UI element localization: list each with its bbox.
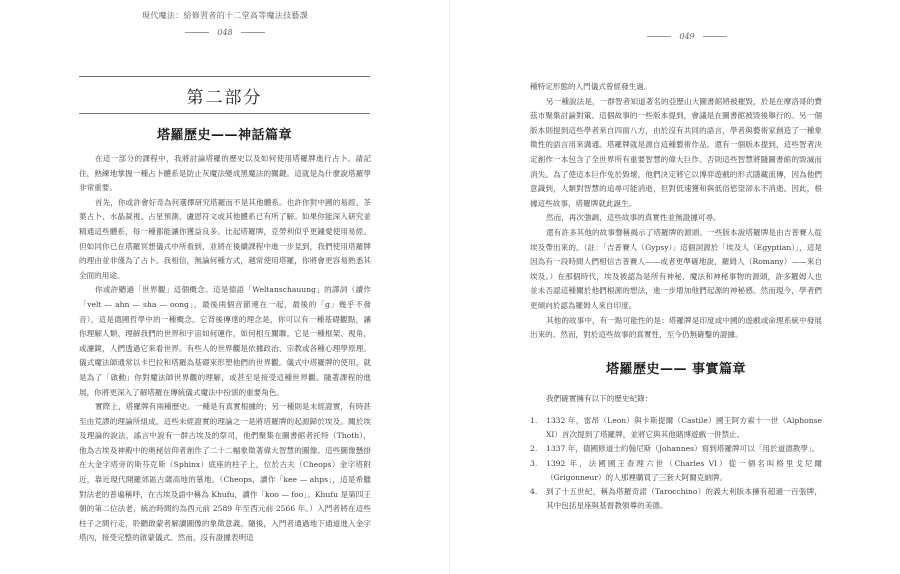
section-title-myth: 塔羅歷史——神話篇章 <box>156 128 292 143</box>
body-text-left <box>79 152 371 546</box>
part-heading <box>79 76 370 114</box>
paragraph: 在這一部分的課程中，我將討論塔羅的歷史以及如何使用塔羅牌進行占卜。請記住，熟練地掌握一種占卜體系是防止灰魔法變成黑魔法的關鍵。這就是為什麼說塔羅學非常重要。 <box>79 154 371 193</box>
page-number: 048 <box>217 28 233 37</box>
page-number: 049 <box>679 32 695 41</box>
timeline-item <box>530 485 822 513</box>
timeline-item <box>530 457 822 485</box>
folio-rule <box>185 32 209 33</box>
item-text: 1337 年，德國修道士約翰尼斯（Johannes）寫到塔羅牌可以「用於道德教學」。 <box>546 444 820 454</box>
section-title-facts: 塔羅歷史—— 事實篇章 <box>605 362 747 377</box>
part-title: 第二部分 <box>186 88 263 108</box>
folio-rule <box>703 36 727 37</box>
history-intro: 我們確實擁有以下的歷史紀錄： <box>546 394 653 403</box>
timeline-item <box>530 414 822 442</box>
right-page <box>450 0 900 574</box>
paragraph: 你或許聽過「世界觀」這個概念。這是德語「Weltanschauung」的譯詞（讀作「velt — ahn — sha — oong」，最後兩個音節連在一起，最後的「g」幾乎不發音），這是德國哲學中的一種概念。它背後傳達的理念是，你可以有一種基礎觀點，讓你理解人類、理解我們的世界和宇宙如何運作，如何相互關聯。它是一種框架、視角，或濾鏡，人們透過它來看世界。有些人的世界觀是依據政治、宗教或各種心理學原理。儀式魔法師通常以卡巴拉和塔羅為基礎來形塑他們的世界觀。儀式中塔羅牌的使用，就是為了「啟動」你對魔法師世界觀的理解，或甚至是接受這種世界觀。隨著課程的進展，你將更深入了解塔羅在傳統儀式魔法中扮演的重要角色。 <box>79 285 371 397</box>
paragraph: 首先，你或許會好奇為何選擇研究塔羅而不是其他體系。也許你對中國的易經、茶葉占卜、水晶凝視、占星預測、盧恩符文或其他體系已有所了解。如果你能深入研究並精通這些體系，每一種都能讓你獲益良多。比起塔羅牌，克勞利似乎更鍾愛使用易經。但如同你已在塔羅冥想儀式中所看到，並將在後續課程中進一步見到，我們使用塔羅牌的理由並非僅為了占卜。我相信，無論何種方式，越常使用塔羅，你將會更容易熟悉其全面的用途。 <box>79 197 371 280</box>
item-text: 1392 年，法國國王查理六世（Charles VI）從一個名叫格里戈尼爾（Grigonneur）的人那裡購買了三套大阿爾克納牌。 <box>546 458 822 482</box>
item-number: 3. <box>530 458 538 468</box>
running-head: 現代魔法：給修習者的十二堂高等魔法技藝課 <box>142 11 308 20</box>
paragraph: 還有許多其他的故事聲稱揭示了塔羅牌的源頭。一些版本說塔羅牌是由吉普賽人從埃及帶出來的。（註：「吉普賽人（Gypsy）」這個詞源於「埃及人（Egyptian）」，這是因為有一段時間人們相信吉普賽人——或者更準確地說，羅姆人（Romany）——來自埃及。）在那個時代，埃及被認為是所有神秘、魔法和神秘事物的源頭，許多羅姆人也並未否認這種關於他們根源的想法，進一步增加他們起源的神秘感。然而現今，學者們更傾向於認為羅姆人來自印度。 <box>530 227 822 310</box>
page-number-left <box>180 28 270 37</box>
item-text: 到了十五世紀，稱為塔羅奇諾（Tarocchino）的義大利版本擁有超過一百張牌，其中包括星座與基督教領導的美德。 <box>546 487 822 511</box>
part-bottom-rule <box>79 113 370 114</box>
item-number: 4. <box>530 487 538 497</box>
paragraph: 實際上，塔羅牌有兩種歷史。一種是有真實根據的；另一種則是未經證實，有時甚至由荒謬的理論所組成。這些未經證實的理論之一是將塔羅牌的起源歸於埃及。關於埃及理論的說法，謠言中說有一群古埃及的祭司，他們聚集在圖書館者托特（Thoth），他為古埃及神殿中的奧秘信仰者創作了二十二幅象徵著偉大智慧的圖像。這些圖像懸掛在大金字塔旁的斯芬克斯（Sphinx）底座的柱子上，位於古夫（Cheops）金字塔附近，靠近現代開羅郊區古薩高地的墓地。（Cheops，讀作「kee — ahps」，這是希臘對法老的普遍稱呼，在古埃及語中稱為 Khufu，讀作「koo — foo」。Khufu 是第四王朝的第二位法老，統治時間約為西元前 2589 年至西元前 2566 年。）入門者將在這些柱子之間行走，聆聽啟蒙者解讀圖像的象徵意義。隨後，入門者通過地下通道進入金字塔內，接受完整的啟蒙儀式。然而，沒有證據表明這 <box>79 402 371 543</box>
page-number-right <box>642 32 732 41</box>
history-timeline <box>530 414 822 513</box>
item-text: 1332 年，雷昂（Leon）與卡斯提爾（Castile）國王阿方索十一世（Alphonse XI）首次提到了塔羅牌，並將它與其他賭博遊戲一併禁止。 <box>546 416 822 440</box>
item-number: 1. <box>530 416 538 425</box>
timeline-item <box>530 442 822 456</box>
paragraph: 然而，再次強調，這些故事的真實性並無證據可尋。 <box>546 213 721 223</box>
item-number: 2. <box>530 444 538 454</box>
paragraph: 其他的故事中，有一點可能性的是：塔羅牌是印度或中國的遊戲或命理系統中發展出來的。然而，對於這些故事的真實性，至今仍無確鑿的證據。 <box>530 315 822 340</box>
body-text-right <box>530 80 822 343</box>
paragraph-continued: 種特定形態的入門儀式曾經發生過。 <box>530 82 652 91</box>
folio-rule <box>647 36 671 37</box>
folio-rule <box>241 32 265 33</box>
paragraph: 另一種說法是，一群智者知道著名的亞歷山大圖書館將被摧毀，於是在摩洛哥的費茲市聚集討論對策。這個故事的一些版本提到，會議是在圖書館被毀後舉行的。另一個版本則提到這些學者來自四面八方，由於沒有共同的語言，學者與藝術家創造了一種象徵性的語言用來溝通。塔羅牌就是源自這種藝術作品。還有一個版本提到，這些智者決定創作一本包含了全世界所有重要智慧的偉大巨作。否則這些智慧將隨圖書館的毀滅而消失。為了使這本巨作免於毀壞，他們決定將它以博弈遊戲的形式隱藏流傳，因為他們意識到，人類對智慧的追尋可能消逝，但對低速獲和與低俗慾望卻永不消逝。因此，根據這些故事，塔羅牌就此誕生。 <box>530 96 822 208</box>
